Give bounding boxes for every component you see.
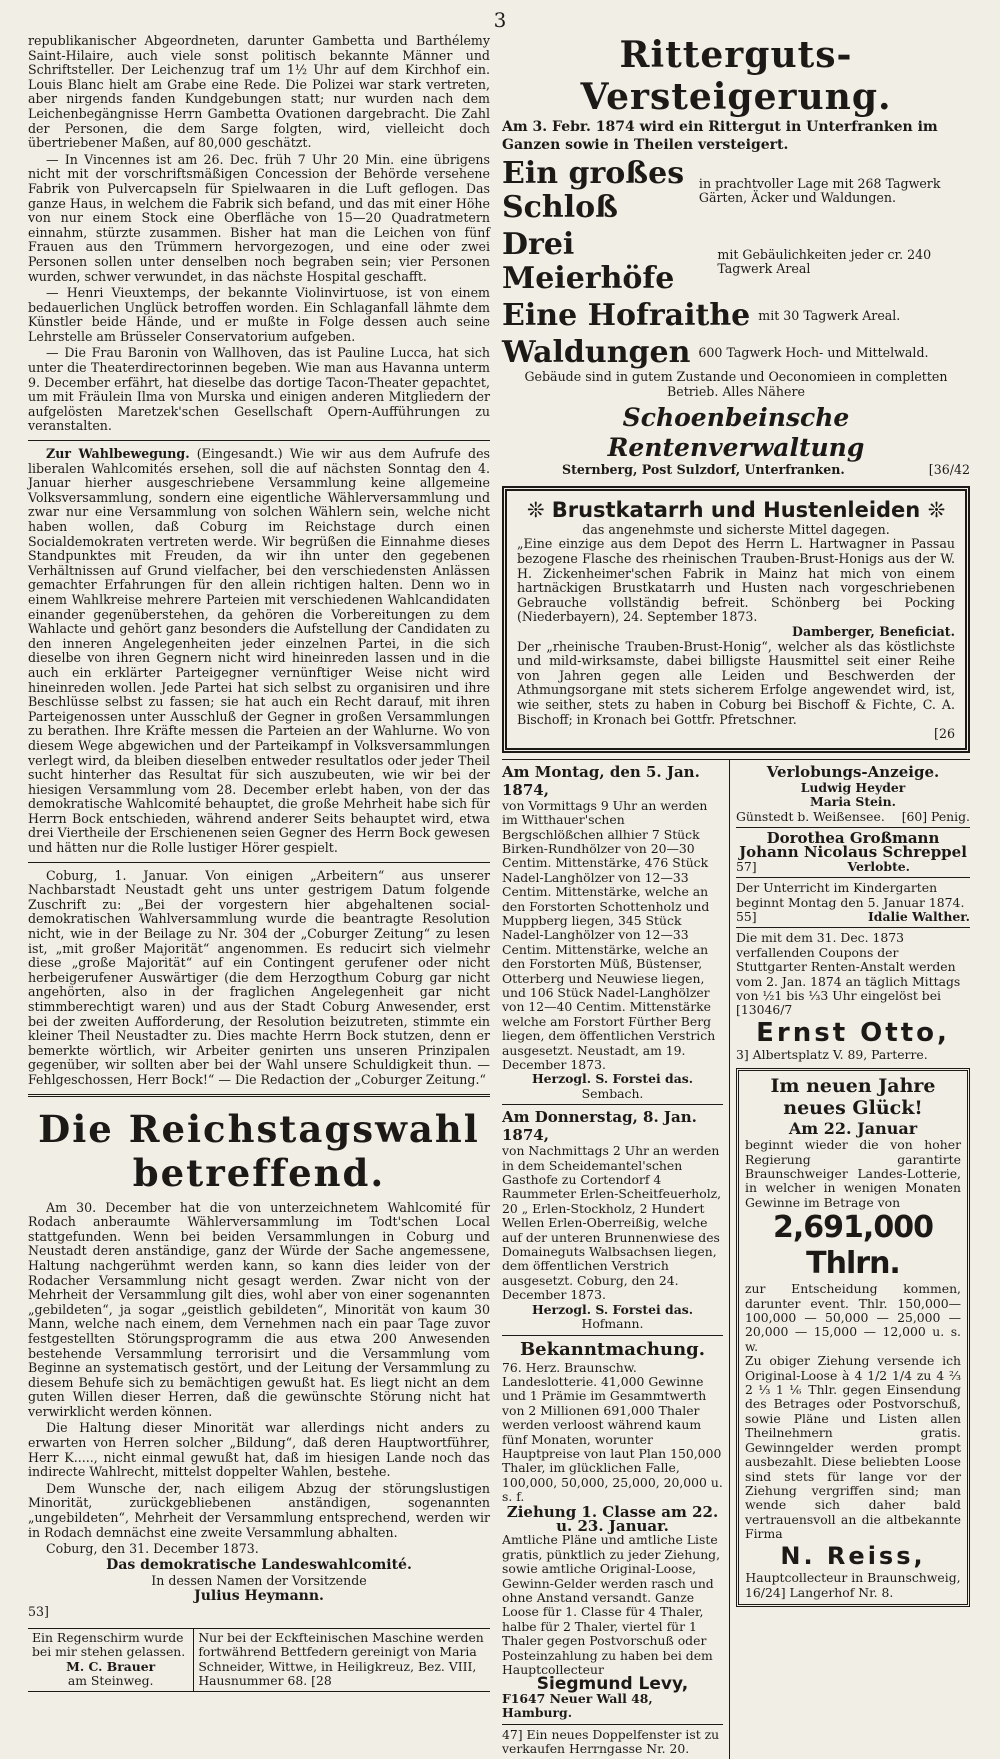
levy-address: F1647 Neuer Wall 48, Hamburg. <box>502 1690 653 1721</box>
committee-signature: Das demokratische Landeswahlcomité. <box>106 1556 412 1573</box>
ritter-item-title: Waldungen <box>502 335 691 370</box>
news-paragraph: republikanischer Abgeordneten, darunter Gambetta und Barthélemy Saint-Hilaire, auch viele sonst politisch bekannte Männer und Schriftsteller. Der Leichenzug traf um 1½ Uhr auf dem Kirchhof ein. Louis Blanc hielt am Grabe eine Rede. Die Polizei war stark vertreten, aber nirgends fanden Kundgebungen statt; nur wurden nach dem Leichenbegängnisse Herrn Gambetta Ovationen dargebracht. Die Zahl der Personen, die dem Sarge folgten, wird, vielleicht doch übertriebener Maßen, auf 80,000 geschätzt. <box>28 33 490 151</box>
ad-heading: Am Montag, den 5. Jan. 1874, <box>502 762 700 799</box>
holz-auction-ad <box>502 760 723 1105</box>
divider <box>28 862 490 863</box>
chairman-signature: Julius Heymann. <box>194 1588 324 1605</box>
ritter-note: Gebäude sind in gutem Zustande und Oeconomieen in completten Betrieb. Alles Nähere <box>524 369 948 399</box>
coupon-ad <box>736 927 970 1065</box>
name-2: Johann Nicolaus Schreppel <box>739 843 967 862</box>
ritter-headline: Ritterguts-Versteigerung. <box>580 34 892 118</box>
ernst-address: 3] Albertsplatz V. 89, Parterre. <box>736 1046 928 1062</box>
divider <box>28 440 490 441</box>
ritter-intro: Am 3. Febr. 1874 wird ein Rittergut in Unterfranken im Ganzen sowie in Theilen versteigert. <box>502 119 938 153</box>
lotterie-ad <box>502 1335 723 1724</box>
ad-number: [60] Penig. <box>901 808 970 824</box>
ritter-item-desc: 600 Tagwerk Hoch- und Mittelwald. <box>698 345 929 360</box>
ad-number: 53] <box>28 1604 49 1620</box>
schoenbein-location-row <box>502 463 970 478</box>
ritter-item-title: Drei Meierhöfe <box>502 227 675 296</box>
ad-text: Nur bei der Eckfteinischen Maschine werden fortwährend Bettfedern gereinigt von Maria Schneider, Wittwe, in Heiligkreuz, Bez. VIII, Hausnummer 68. [28 <box>198 1630 484 1689</box>
ad-text: Amtliche Pläne und amtliche Liste gratis, pünktlich zu jeder Ziehung, sowie amtliche Original-Loose, Gewinn-Gelder werden rasch und ohne Anstand versandt. Ganze Loose für 1. Classe für 4 Thaler, halbe für 2 Thaler, viertel für 1 Thaler gegen Postvorschuß oder Posteinzahlung zu haben bei dem Hauptcollecteur <box>502 1532 721 1678</box>
ritter-item-desc: in prachtvoller Lage mit 268 Tagwerk Gärten, Äcker und Waldungen. <box>698 176 941 205</box>
ritter-item-desc: mit Gebäulichkeiten jeder cr. 240 Tagwerk Areal <box>717 247 932 276</box>
reiss-address: 16/24] Langerhof Nr. 8. <box>745 1584 894 1600</box>
verlob-footer <box>736 810 970 824</box>
kinder-signature: Idalie Walther. <box>868 908 970 924</box>
news-paragraph: — Die Frau Baronin von Wallhoven, das ist Pauline Lucca, hat sich unter die Theaterdirectorinnen begeben. Wie man aus Havanna unterm 9. December erfährt, hat dieselbe das dortige Tacon-Theater gepachtet, um mit Fräulein Ilma von Murska und einigen anderen Mitgliedern der aufgelösten Maretzek'schen Gesellschaft Opern-Aufführungen zu veranstalten. <box>28 345 490 434</box>
umbrella-ad <box>28 1629 194 1691</box>
page-number: 3 <box>493 8 507 32</box>
ads-grid <box>502 759 970 1759</box>
reichstag-article <box>28 1201 490 1557</box>
right-column <box>502 34 970 1759</box>
levy-name: Siegmund Levy, <box>536 1674 689 1695</box>
name-1: Ludwig Heyder <box>800 779 906 795</box>
schoenbein-location: Sternberg, Post Sulzdorf, Unterfranken. <box>562 462 845 478</box>
ad-date: Am 22. Januar <box>788 1119 918 1139</box>
ad-text: Zu obiger Ziehung versende ich Original-Loose à 4 1/2 1/4 zu 4 ⅔ 2 ⅓ 1 ⅙ Thlr. gegen Einsendung des Betrages oder Postvorschuß, sowie Pläne und Listen allen Theilnehmern gratis. Gewinngelder werden prompt ausbezahlt. Diese beliebten Loose sind stets für lange vor der Ziehung vergriffen sind; man wende sich daher bald vertrauensvoll an die altbekannte Firma <box>745 1353 961 1542</box>
ad-heading: Im neuen Jahre neues Glück! <box>770 1075 936 1120</box>
ad-heading: Am Donnerstag, 8. Jan. 1874, <box>502 1108 697 1145</box>
kindergarten-ad <box>736 877 970 927</box>
reiss-subtitle: Hauptcollecteur in Braunschweig, <box>745 1569 961 1585</box>
ad-text: Ein Regenschirm wurde bei mir stehen gelassen. <box>32 1630 186 1660</box>
ritter-item-desc: mit 30 Tagwerk Areal. <box>758 308 901 323</box>
ad-heading: Verlobungs-Anzeige. <box>766 762 940 781</box>
ad-text: Die mit dem 31. Dec. 1873 verfallenden Coupons der Stuttgarter Renten-Anstalt werden vom 2. Jan. 1874 an täglich Mittags von ½1 bis ⅓3 Uhr eingelöst bei [13046/7 <box>736 930 961 1018</box>
article-body: Die Haltung dieser Minorität war allerdings nicht anders zu erwarten von Herren solcher „Bildung“, daß deren Hauptwortführer, Herr K....., nicht einmal gewußt hat, daß im hiesigen Lande noch das indirecte Wahlrecht, mittelst doppelter Wahlen, bestehe. <box>28 1420 490 1480</box>
ads-column-b <box>730 760 970 1759</box>
ad-signature: M. C. Brauer <box>66 1658 156 1674</box>
ritter-item <box>502 299 970 333</box>
divider <box>28 1094 490 1097</box>
verlobte-label: Verlobte. <box>847 858 910 874</box>
reichstag-headline: Die Reichstagswahl betreffend. <box>38 1106 480 1195</box>
ad-text: Der Unterricht im Kindergarten beginnt Montag den 5. Januar 1874. <box>736 880 965 910</box>
name-1: Dorothea Großmann <box>766 828 940 847</box>
ritter-item-title: Eine Hofraithe <box>502 298 751 333</box>
news-paragraph: — In Vincennes ist am 26. Dec. früh 7 Uhr 20 Min. eine übrigens nicht mit der vorschriftsmäßigen Concession der Behörde versehene Fabrik von Pulvercapseln für Spielwaaren in die Luft geflogen. Das ganze Haus, in welchem die Fabrik sich befand, und das mit einer Höhe von nur einem Stock eine Oberfläche von 15—20 Quadratmetern einnahm, stürzte zusammen. Bisher hat man die Leichen von fünf Frauen aus den Trümmern hervorgezogen, und eine oder zwei Personen sollen unter denselben noch begraben sein; vier Personen wurden, schwer verwundet, in das nächste Hospital geschafft. <box>28 151 490 284</box>
verlobung-ad <box>736 760 970 827</box>
news-paragraph: — Henri Vieuxtemps, der bekannte Violinvirtuose, ist von einem bedauerlichen Unglück betroffen worden. Ein Schlaganfall lähmte dem Künstler beide Hände, und er mußte in Folge dessen auch seine Lehrstelle am Brüsseler Conservatorium aufgeben. <box>28 285 490 344</box>
ad-signature: Herzogl. S. Forstei das. <box>531 1071 694 1087</box>
brust-body: Der „rheinische Trauben-Brust-Honig“, welcher als das köstlichste und mild-wirksamste, dabei billigste Hausmittel seit einer Reihe von Jahren gegen alle Leiden und Beschwerden der Athmungsorgane mit stets sicherem Erfolge angewendet wird, ist, wie seither, stets zu haben in Coburg bei Bischoff & Fichte, C. A. Bischoff; in Kronach bei Gottfr. Pfretschner. <box>517 638 955 727</box>
article-body: (Eingesandt.) Wie wir aus dem Aufrufe des liberalen Wahlcomités ersehen, soll die auf nächsten Sonntag den 4. Januar hierher ausgeschriebene Versammlung keine allgemeine Volksversammlung, sondern eine eigentliche Wählerversammlung und zwar nur eine Versammlung von solchen Wählern sein, welche nicht haben wollen, daß Coburg im Reichstage durch einen Socialdemokraten vertreten werde. Wir begrüßen die Einnahme dieses Standpunktes mit Freuden, da wir ihn unter den gegebenen Verhältnissen auf Grund vielfacher, bei den verschiedensten Anlässen gemachter Erfahrungen für den allein richtigen halten. Denn wo in einem Wahlkreise mehrere Parteien mit verschiedenen Wahlcandidaten einander gegenüberstehen, da gehören die Vorbereitungen zu dem Wahlacte und gehört ganz besonders die Aufstellung der Candidaten zu den inneren Angelegenheiten jeder einzelnen Partei, in die sich dieselbe von ihren Gegnern nicht wird hineinreden lassen und in die auch ein erklärter Parteigegner vernünftiger Weise nicht wird hineinreden wollen. Jede Partei hat sich selbst zu organisiren und ihre Beschlüsse selbst zu fassen; sie hat auch ein Recht darauf, mit ihren Parteigenossen unter Ausschluß der Gegner in großen Versammlungen zu berathen. Ihre Kräfte messen die Parteien an der Wahlurne. Wo von diesem Wege abgewichen und der Parteikampf in Volksversammlungen verlegt wird, da bleiben dieselben entweder resultatlos oder jeder Theil sucht hinterher das Resultat für sich auszubeuten, wie wir bei der hiesigen Versammlung vom 28. December erlebt haben, von der das demokratische Wahlcomité behauptet, die große Mehrheit habe sich für Herrn Bock entschieden, während anderer Seits behauptet wird, etwa drei Viertheile der Erschienenen seien Gegner des Herrn Bock gewesen und hätten nur die Rolle lustiger Hörer gespielt. <box>28 446 491 856</box>
ad-number: 57] <box>736 858 757 874</box>
article-body: Coburg, 1. Januar. Von einigen „Arbeitern“ aus unserer Nachbarstadt Neustadt geht uns unter gestrigem Datum folgende Zuschrift zu: „Bei der vorgestern hier abgehaltenen social-demokratischen Wahlversammlung wurde die beantragte Resolution nicht, wie in der Beilage zu Nr. 304 der „Coburger Zeitung“ zu lesen ist, „mit großer Majorität“ angenommen. Es reducirt sich vielmehr diese „große Majorität“ auf ein Contingent gerufener oder nicht herbeigerufener Auswärtiger (die dem Herzogthum Coburg gar nicht angehörten, also in der fraglichen Angelegenheit gar nicht stimmberechtigt waren) und aus der Stadt Coburg Anwesender, erst bei der zweiten Aufforderung, der Resolution beizutreten, stimmte ein kleiner Theil Neustadter zu. Dies machte Herrn Bock stutzen, denn er bemerkte wörtlich, wir Arbeiter genirten uns unseren Prinzipalen gegenüber, wir sollten aber bei der Wahl unsere Schuldigkeit thun. — Fehlgeschossen, Herr Bock!“ — Die Redaction der „Coburger Zeitung.“ <box>28 867 490 1087</box>
ad-text: zur Entscheidung kommen, darunter event. Thlr. 150,000—100,000 — 50,000 — 25,000 — 20,000 — 15,000 — 12,000 u. s. w. <box>745 1281 961 1354</box>
ads-column-a <box>502 760 730 1759</box>
brust-signature: Damberger, Beneficiat. <box>792 623 955 639</box>
signature-note: In dessen Namen der Vorsitzende <box>151 1572 367 1588</box>
reiss-name: N. Reiss, <box>780 1541 926 1570</box>
ad-text: von Nachmittags 2 Uhr an werden in dem Scheidemantel'schen Gasthofe zu Cortendorf 4 Raummeter Erlen-Scheitfeuerholz, 20 „ Erlen-Stockholz, 2 Hundert Wellen Erlen-Oberreißig, welche auf der unteren Brunnenwiese des Domaineguts Walbsachsen liegen, dem öffentlichen Verstrich ausgesetzt. Coburg, den 24. December 1873. <box>502 1143 722 1303</box>
wahlbewegung-article <box>28 447 490 856</box>
brust-subtitle: das angenehmste und sicherste Mittel dagegen. <box>582 521 890 537</box>
ad-location: am Steinweg. <box>67 1673 154 1689</box>
news-section <box>28 34 490 434</box>
bettfedern-ad <box>194 1629 490 1691</box>
ad-subsignature: Sembach. <box>581 1085 644 1101</box>
ad-number: [26 <box>934 726 955 742</box>
brust-title: ❊ Brustkatarrh und Hustenleiden ❊ <box>526 497 946 522</box>
ritter-item-title: Ein großes Schloß <box>502 156 685 225</box>
ritter-item <box>502 157 970 225</box>
ad-heading: Bekanntmachung. <box>519 1338 706 1360</box>
ritter-item <box>502 336 970 370</box>
ad-text: von Vormittags 9 Uhr an werden im Witthauer'schen Bergschlößchen allhier 7 Stück Birken-Rundhölzer von 20—30 Centim. Mittenstärke, 476 Stück Nadel-Langhölzer von 12—33 Centim. Mittenstärke, welche an den Forstorten Schottenholz und Muppberg liegen, 345 Stück Nadel-Langhölzer von 12—33 Centim. Mittenstärke, welche an den Forstorten Müß, Büstenser, Otterberg und Neuwiese liegen, und 106 Stück Nadel-Langhölzer von 12—40 Centim. Mittenstärke welche am Forstort Fürther Berg liegen, dem öffentlichen Verstrich ausgesetzt. Neustadt, am 19. December 1873. <box>502 797 716 1072</box>
ernst-otto-name: Ernst Otto, <box>756 1017 950 1048</box>
verlobte-ad <box>736 827 970 877</box>
prize-amount: 2,691,000 Thlrn. <box>773 1210 933 1282</box>
ad-number: 55] <box>736 908 757 924</box>
ad-number: [36/42 <box>928 462 970 478</box>
ad-signature: Herzogl. S. Forstei das. <box>531 1301 694 1317</box>
verlobte-footer <box>736 860 970 874</box>
article-date: Coburg, den 31. December 1873. <box>46 1541 259 1557</box>
article-body: Dem Wunsche der, nach eiligem Abzug der störungslustigen Minorität, zurückgebliebenen anständigen, sogenannten „ungebildeten“, Mehrheit der Versammlung entsprechend, werden wir in Rodach demnächst eine zweite Versammlung abhalten. <box>28 1480 490 1540</box>
brust-testimonial: „Eine einzige aus dem Depot des Herrn L. Hartwagner in Passau bezogene Flasche des rheinischen Trauben-Brust-Honigs aus der W. H. Zickenheimer'schen Fabrik in Mainz hat mich von einem hartnäckigen Brustkatarrh und Husten nach vorgeschriebenen Gebrauche vollständig befreit. Schönberg bei Pocking (Niederbayern), 24. September 1873. <box>517 536 955 625</box>
doppelfenster-ad: 47] Ein neues Doppelfenster ist zu verkaufen Herrngasse Nr. 20. <box>502 1724 723 1759</box>
small-ads-row <box>28 1628 490 1692</box>
ad-text: 76. Herz. Braunschw. Landeslotterie. 41,000 Gewinne und 1 Prämie im Gesammtwerth von 2 Millionen 691,000 Thaler werden verloost während kaum fünf Monaten, worunter Hauptpreise von laut Plan 150,000 Thaler, im glücklichen Falle, 100,000, 50,000, 25,000, 20,000 u. s. f. <box>502 1359 723 1505</box>
lotto-ziehung: Ziehung 1. Classe am 22. u. 23. Januar. <box>506 1502 719 1535</box>
kinder-footer <box>736 910 970 924</box>
coburg-article <box>28 869 490 1088</box>
ad-text: beginnt wieder die von hoher Regierung garantirte Braunschweiger Landes-Lotterie, in welcher in wenigen Monaten Gewinne im Betrage von <box>745 1137 961 1210</box>
ad-subsignature: Hofmann. <box>581 1316 644 1332</box>
article-title: Zur Wahlbewegung. <box>46 446 190 462</box>
left-column <box>28 34 490 1692</box>
name-2: Maria Stein. <box>810 794 896 810</box>
ritter-item <box>502 228 970 296</box>
schoenbein-name: Schoenbeinsche Rentenverwaltung <box>607 403 865 463</box>
location: Günstedt b. Weißensee. <box>736 808 885 824</box>
holz-auction-ad <box>502 1104 723 1334</box>
neues-glueck-ad <box>736 1068 970 1606</box>
article-body: Am 30. December hat die von unterzeichnetem Wahlcomité für Rodach anberaumte Wählerversammlung im Todt'schen Local stattgefunden. Wenn bei beiden Versammlungen in Coburg und Neustadt deren anständige, ganz der Würde der Sache angemessene, Haltung nachgerühmt werden kann, so kann dies leider von der Rodacher Versammlung nicht gesagt werden. Zwar nicht von der Mehrheit der Versammlung gilt dies, wohl aber von einer sogenannten „gebildeten“, ja sogar „geistlich gebildeten“, Minorität von kaum 30 Mann, welche nach einem, dem Vernehmen nach ein paar Tage zuvor festgestellten Störungsprogramm die aus etwa 200 Anwesenden bestehende Versammlung terrorisirt und die Versammlung vom Beginne an systematisch gestört, und der Leitung der Versammlung zu diesem Behufe sich zu bemächtigen gewußt hat. Es liegt nicht an dem guten Willen dieser Herren, daß die gewünschte Störung nicht hat verwirklicht werden können. <box>28 1199 490 1419</box>
brustkatarrh-ad <box>502 486 970 753</box>
